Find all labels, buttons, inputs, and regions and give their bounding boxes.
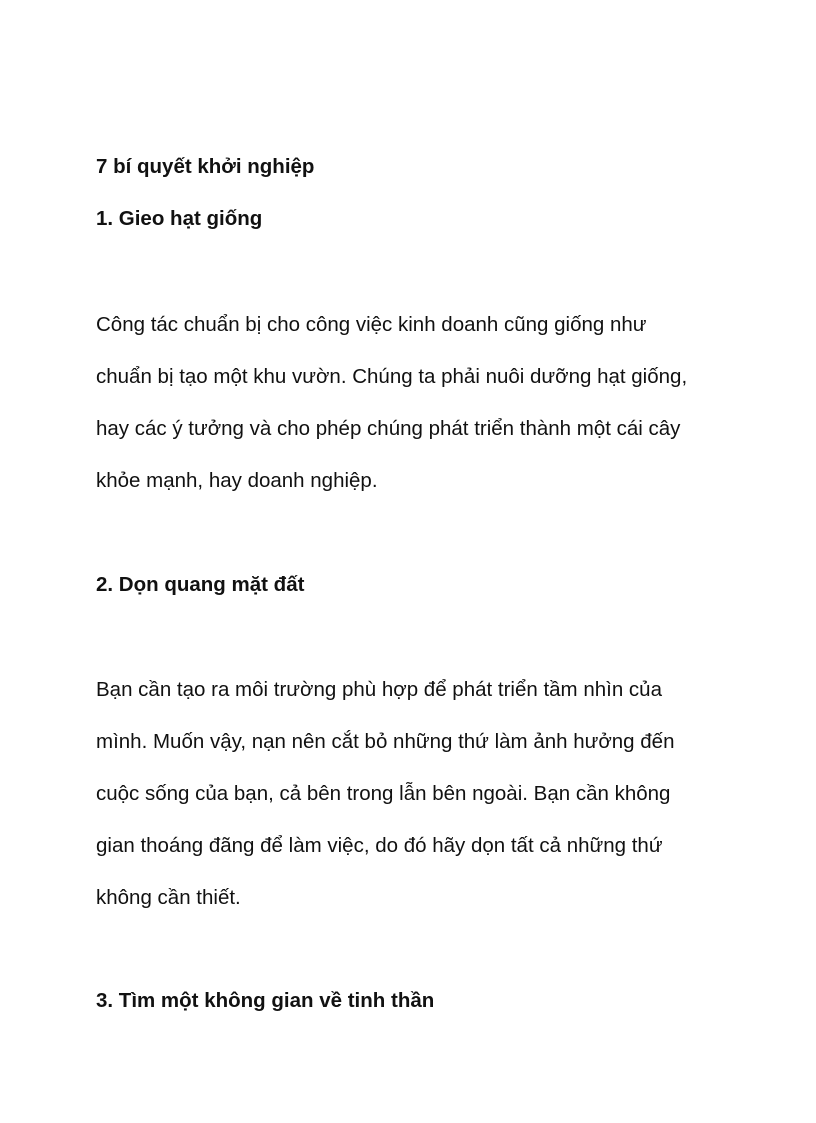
section-2-line-5: không cần thiết. — [96, 886, 241, 909]
section-2-line-3: cuộc sống của bạn, cả bên trong lẫn bên ngoài. Bạn cần không — [96, 782, 671, 805]
section-2-line-4: gian thoáng đãng để làm việc, do đó hãy dọn tất cả những thứ — [96, 834, 663, 857]
section-1-line-3: hay các ý tưởng và cho phép chúng phát triển thành một cái cây — [96, 417, 681, 440]
section-2-line-1: Bạn cần tạo ra môi trường phù hợp để phát triển tầm nhìn của — [96, 678, 662, 701]
section-2-line-2: mình. Muốn vậy, nạn nên cắt bỏ những thứ làm ảnh hưởng đến — [96, 730, 675, 753]
document-title: 7 bí quyết khởi nghiệp — [96, 155, 315, 178]
section-2-heading: 2. Dọn quang mặt đất — [96, 573, 305, 596]
section-3-heading: 3. Tìm một không gian về tinh thần — [96, 989, 435, 1012]
section-1-heading: 1. Gieo hạt giống — [96, 207, 263, 230]
section-1-line-2: chuẩn bị tạo một khu vườn. Chúng ta phải nuôi dưỡng hạt giống, — [96, 365, 688, 388]
section-1-line-1: Công tác chuẩn bị cho công việc kinh doanh cũng giống như — [96, 313, 647, 336]
section-1-line-4: khỏe mạnh, hay doanh nghiệp. — [96, 469, 378, 492]
